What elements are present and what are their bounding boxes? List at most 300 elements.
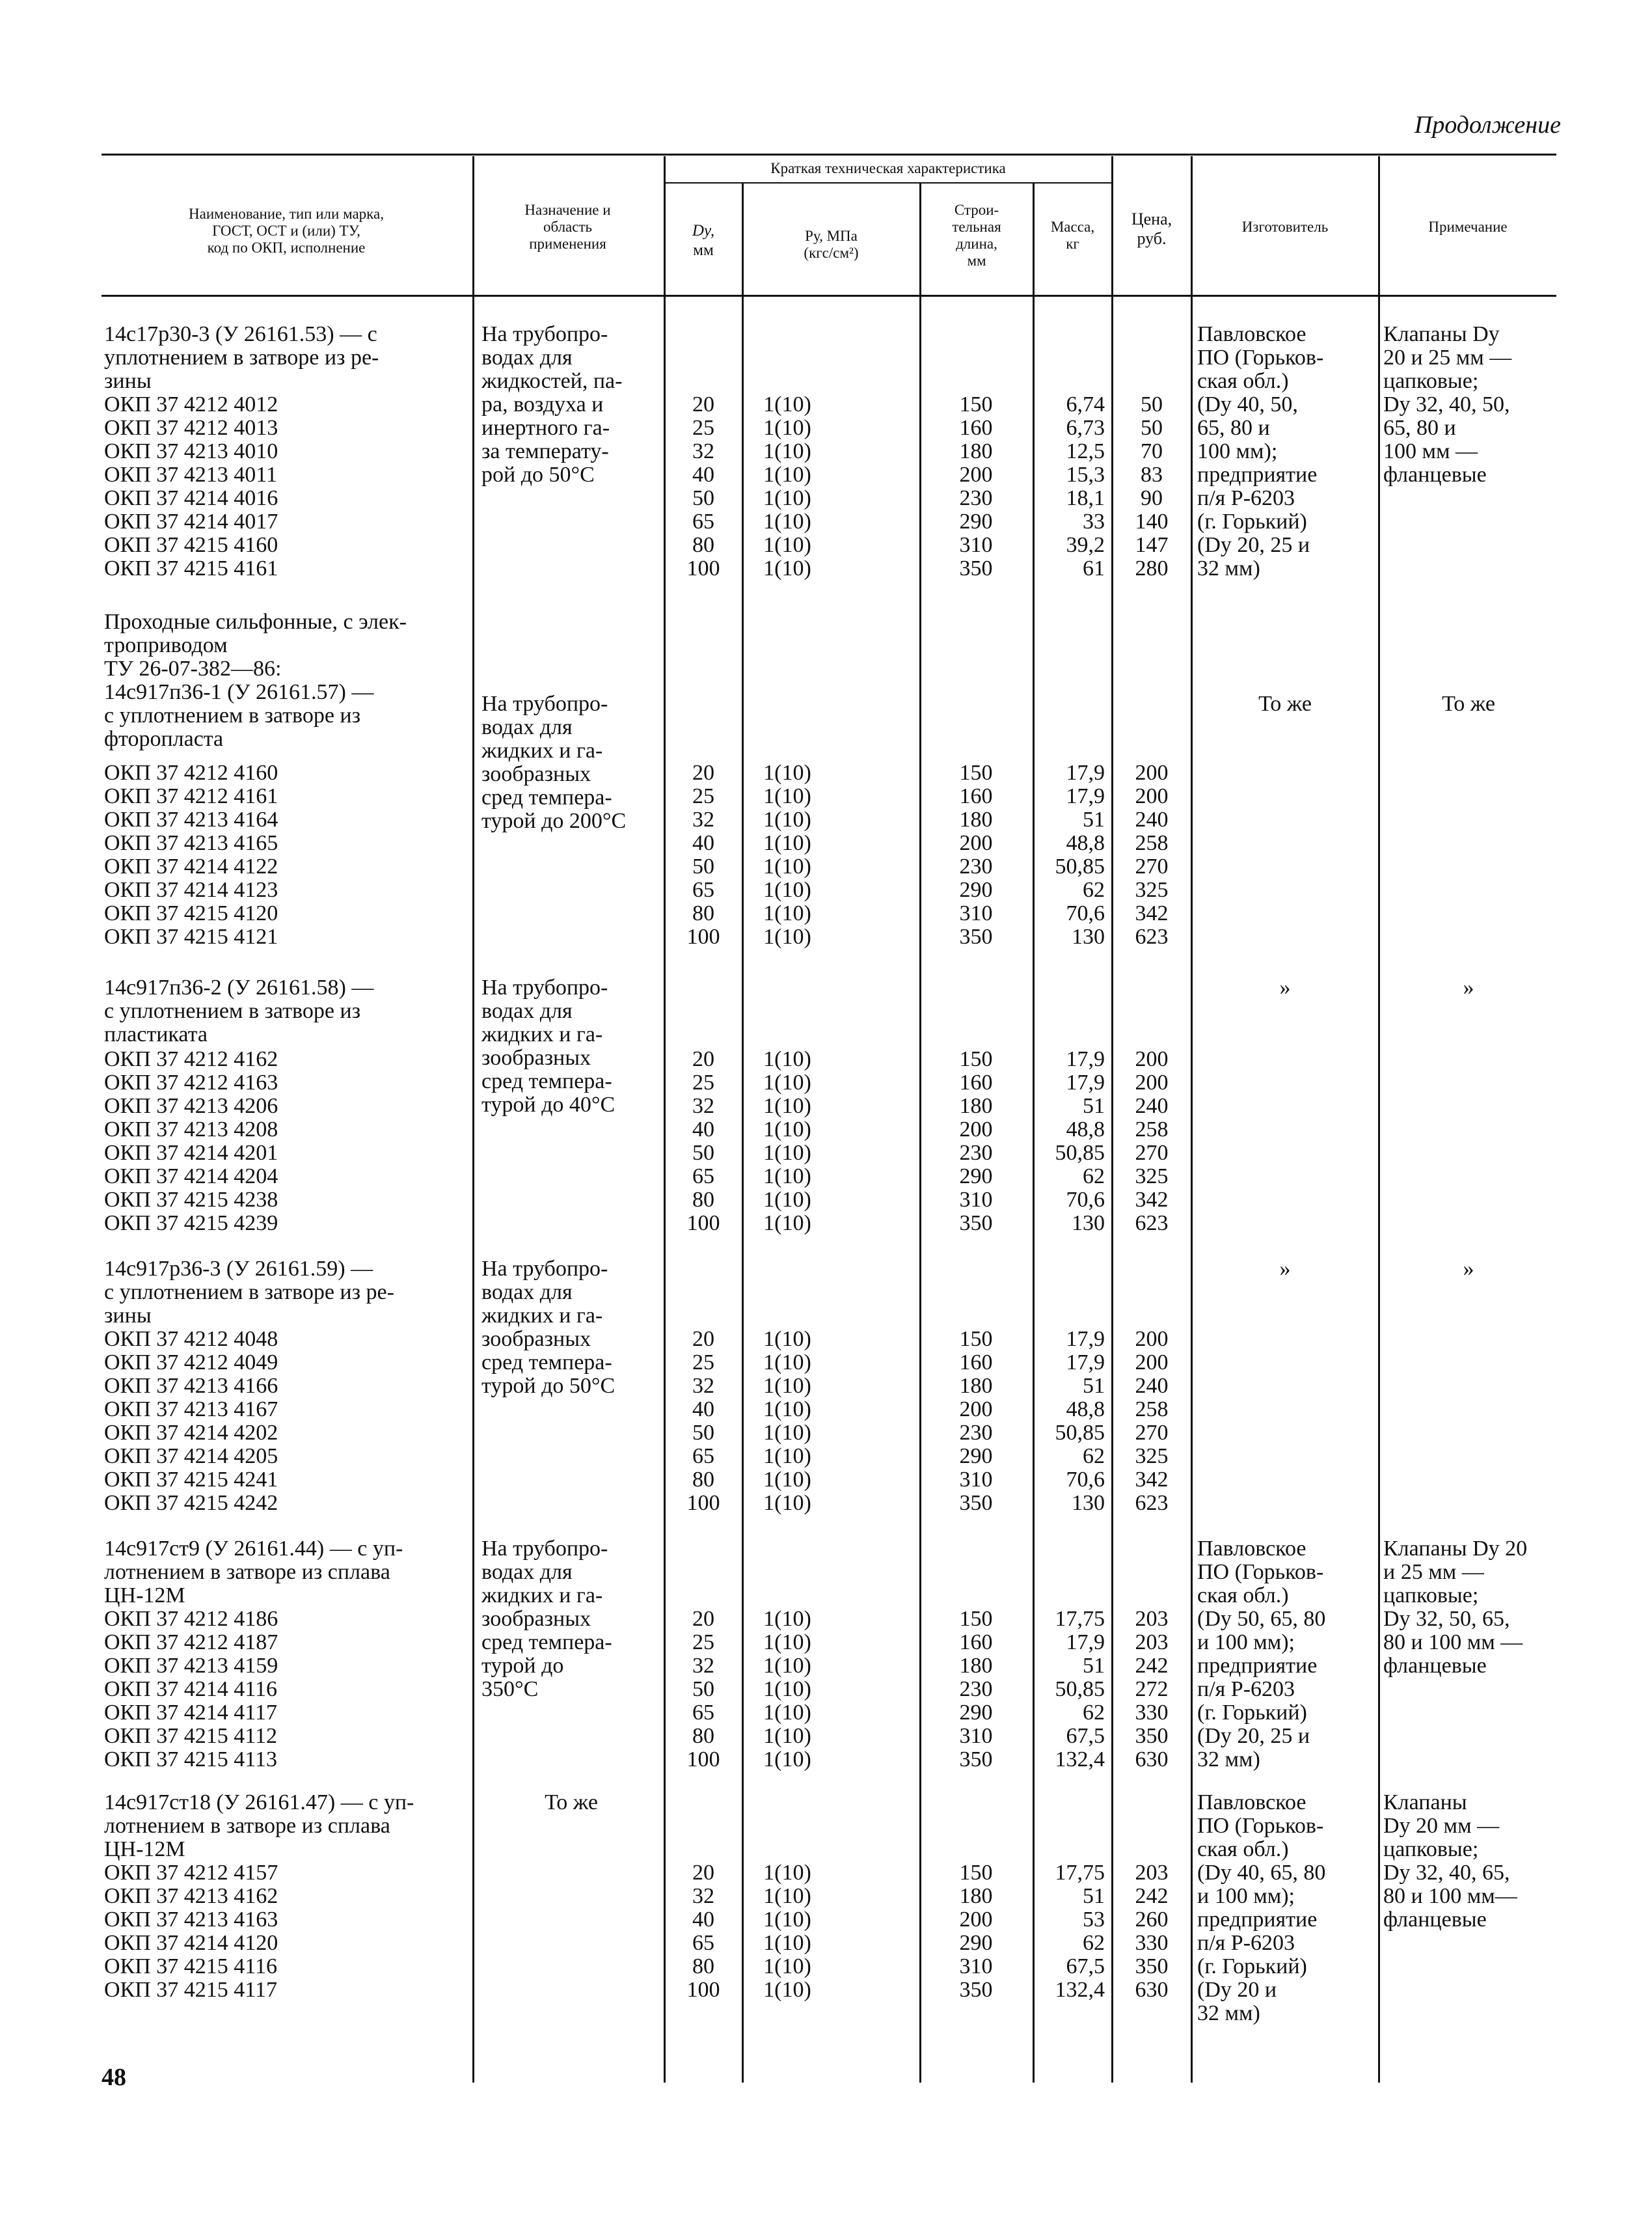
mass-value: 17,9 [1066,1350,1105,1374]
item-maker-line: п/я Р-6203 [1197,1931,1295,1955]
mass-value: 70,6 [1066,1188,1105,1212]
mass-value: 70,6 [1066,901,1105,925]
dy-value: 100 [686,1747,720,1771]
okp-code: ОКП 37 4212 4187 [104,1630,278,1654]
price-value: 200 [1135,761,1169,785]
price-value: 260 [1135,1908,1169,1932]
dy-value: 65 [692,1931,714,1955]
item-name-line: фторопласта [104,727,224,751]
py-value: 1(10) [763,1908,811,1932]
okp-code: ОКП 37 4213 4163 [104,1908,278,1932]
price-value: 50 [1141,392,1163,417]
py-value: 1(10) [763,463,811,487]
okp-code: ОКП 37 4212 4157 [104,1861,278,1885]
dy-value: 32 [692,439,714,463]
item-maker-line: п/я Р-6203 [1197,1677,1295,1701]
price-value: 50 [1141,416,1163,440]
price-value: 203 [1135,1861,1169,1885]
item-maker-line: Павловское [1197,1790,1307,1814]
item-name-line: зины [104,1304,152,1328]
header-text: Dу, [692,222,715,239]
item-note [1383,1257,1554,1281]
mass-value: 48,8 [1066,1397,1105,1421]
dy-value: 65 [692,1444,714,1468]
py-value: 1(10) [763,808,811,832]
dy-value: 100 [686,1491,720,1515]
item-note-line: цапковые; [1383,1583,1479,1607]
header-text: Масса, [1050,219,1095,235]
okp-code: ОКП 37 4213 4011 [104,463,278,487]
okp-code: ОКП 37 4215 4161 [104,556,278,581]
price-value: 350 [1135,1724,1169,1748]
item-note-line: То же [1442,692,1495,716]
py-value: 1(10) [763,1884,811,1908]
header-group-rule [664,182,1113,184]
item-note-line: » [1463,1257,1474,1281]
item-purpose-line: сред темпера- [481,1630,612,1654]
dy-value: 65 [692,878,714,902]
header-mass-col [1035,219,1110,253]
dy-value: 20 [692,761,714,785]
mass-value: 50,85 [1055,855,1105,879]
mass-value: 18,1 [1066,486,1105,510]
dy-value: 100 [686,925,720,949]
header-text: (кгс/см²) [804,245,859,261]
okp-code: ОКП 37 4213 4208 [104,1117,278,1142]
item-name [104,610,468,751]
price-value: 147 [1135,533,1169,557]
dy-value: 40 [692,1908,714,1932]
item-name [104,976,468,1046]
okp-code: ОКП 37 4213 4165 [104,831,278,855]
dy-value: 65 [692,1164,714,1188]
length-value: 150 [959,1047,993,1071]
mass-value: 62 [1083,1701,1105,1725]
dy-value: 50 [692,1141,714,1165]
item-note [1383,1791,1554,1932]
header-name-col [111,206,462,256]
py-value: 1(10) [763,855,811,879]
item-note [1383,976,1554,1000]
dy-value: 65 [692,510,714,534]
dy-value: 100 [686,1211,720,1235]
length-value: 310 [959,1954,993,1978]
dy-value: 40 [692,831,714,855]
length-value: 150 [959,761,993,785]
py-value: 1(10) [763,1071,811,1095]
dy-value: 20 [692,1327,714,1351]
item-name-line: 14с917ст9 (У 26161.44) — с уп- [104,1537,403,1561]
mass-value: 17,75 [1055,1861,1105,1885]
price-value: 258 [1135,1117,1169,1142]
price-value: 203 [1135,1630,1169,1654]
dy-value: 20 [692,1047,714,1071]
okp-code: ОКП 37 4213 4010 [104,439,278,463]
okp-code: ОКП 37 4214 4201 [104,1141,278,1165]
dy-value: 20 [692,392,714,417]
item-name-line: с уплотнением в затворе из [104,999,361,1023]
okp-code: ОКП 37 4212 4163 [104,1071,278,1095]
okp-code: ОКП 37 4212 4160 [104,761,278,785]
length-value: 160 [959,784,993,808]
py-value: 1(10) [763,510,811,534]
header-text: Цена, [1131,210,1172,228]
price-value: 200 [1135,1071,1169,1095]
length-value: 290 [959,1444,993,1468]
item-maker-line: ПО (Горьков- [1197,1560,1324,1584]
okp-code: ОКП 37 4214 4204 [104,1164,278,1188]
header-text: руб. [1137,229,1167,248]
header-purpose-col [478,202,657,253]
item-maker-line: (г. Горький) [1197,1954,1307,1978]
item-name-line: 14с917р36-3 (У 26161.59) — [104,1257,373,1281]
mass-value: 51 [1083,808,1105,832]
dy-value: 25 [692,1630,714,1654]
item-purpose-line: На трубопро- [481,1257,608,1281]
py-value: 1(10) [763,1607,811,1631]
okp-code: ОКП 37 4212 4049 [104,1350,278,1374]
page-number: 48 [102,2064,126,2091]
py-value: 1(10) [763,1677,811,1701]
py-value: 1(10) [763,1491,811,1515]
item-purpose [481,1537,661,1701]
py-value: 1(10) [763,1421,811,1445]
py-value: 1(10) [763,416,811,440]
mass-value: 51 [1083,1654,1105,1678]
item-purpose-line: турой до 50°С [481,1374,616,1398]
item-purpose-line: На трубопро- [481,322,608,346]
py-value: 1(10) [763,831,811,855]
item-note-line: Dу 32, 50, 65, [1383,1607,1510,1631]
dy-value: 50 [692,486,714,510]
dy-value: 80 [692,901,714,925]
item-purpose-line: На трубопро- [481,692,608,716]
length-value: 310 [959,1468,993,1492]
item-purpose-line: жидких и га- [481,1022,603,1046]
item-purpose-line: жидких и га- [481,1304,603,1328]
item-purpose [481,1257,661,1398]
item-maker-line: (Dу 20, 25 и [1197,533,1310,557]
mass-value: 17,75 [1055,1607,1105,1631]
okp-code: ОКП 37 4214 4122 [104,855,278,879]
mass-value: 61 [1083,556,1105,581]
dy-value: 20 [692,1861,714,1885]
mass-value: 17,9 [1066,1047,1105,1071]
header-py-col [745,228,917,262]
length-value: 350 [959,1978,993,2002]
mass-value: 62 [1083,878,1105,902]
item-purpose-line: жидких и га- [481,739,603,763]
length-value: 180 [959,439,993,463]
item-purpose [481,1791,661,1814]
item-maker-line: 65, 80 и [1197,416,1270,440]
item-maker-line: Павловское [1197,322,1307,346]
py-value: 1(10) [763,1747,811,1771]
item-purpose-line: На трубопро- [481,976,608,1000]
py-value: 1(10) [763,1468,811,1492]
okp-code: ОКП 37 4215 4116 [104,1954,278,1978]
item-maker-line: и 100 мм); [1197,1630,1295,1654]
col-divider-4 [919,184,921,2083]
py-value: 1(10) [763,1374,811,1398]
item-note-line: 80 и 100 мм — [1383,1630,1523,1654]
length-value: 150 [959,1607,993,1631]
header-maker-col: Изготовитель [1241,219,1329,235]
py-value: 1(10) [763,1630,811,1654]
price-value: 330 [1135,1931,1169,1955]
py-value: 1(10) [763,1954,811,1978]
mass-value: 12,5 [1066,439,1105,463]
length-value: 310 [959,1724,993,1748]
item-purpose-line: ра, воздуха и [481,392,604,417]
py-value: 1(10) [763,1444,811,1468]
py-value: 1(10) [763,1701,811,1725]
okp-code: ОКП 37 4215 4239 [104,1211,278,1235]
okp-code: ОКП 37 4215 4238 [104,1188,278,1212]
okp-code: ОКП 37 4213 4162 [104,1884,278,1908]
mass-value: 51 [1083,1884,1105,1908]
header-text: Наименование, тип или марка, [189,206,384,222]
price-value: 70 [1141,439,1163,463]
price-value: 342 [1135,1468,1169,1492]
item-purpose-line: зообразных [481,1046,591,1070]
dy-value: 80 [692,1468,714,1492]
header-group-title: Краткая техническая характеристика [770,160,1006,176]
length-value: 150 [959,1861,993,1885]
item-note-line: Клапаны Dу 20 [1383,1537,1528,1561]
col-divider-6 [1111,156,1113,2083]
header-bottom-rule [102,295,1556,297]
length-value: 200 [959,1908,993,1932]
okp-code: ОКП 37 4215 4241 [104,1468,278,1492]
price-value: 325 [1135,1444,1169,1468]
okp-code: ОКП 37 4213 4166 [104,1374,278,1398]
item-maker [1197,1537,1373,1771]
mass-value: 15,3 [1066,463,1105,487]
length-value: 230 [959,1421,993,1445]
py-value: 1(10) [763,1861,811,1885]
length-value: 200 [959,1117,993,1142]
col-divider-8 [1378,156,1380,2083]
item-note-line: Клапаны [1383,1790,1467,1814]
price-value: 83 [1141,463,1163,487]
okp-code: ОКП 37 4212 4161 [104,784,278,808]
okp-code: ОКП 37 4215 4121 [104,925,278,949]
okp-code: ОКП 37 4212 4186 [104,1607,278,1631]
mass-value: 6,74 [1066,392,1105,417]
price-value: 325 [1135,878,1169,902]
item-note-line: Dу 32, 40, 65, [1383,1861,1510,1885]
header-dy-col [666,221,740,260]
item-maker-line: ПО (Горьков- [1197,346,1324,370]
dy-value: 50 [692,1677,714,1701]
item-note [1383,692,1554,716]
length-value: 350 [959,1747,993,1771]
item-note-line: цапковые; [1383,369,1479,393]
price-value: 272 [1135,1677,1169,1701]
item-note-line: Клапаны Dу [1383,322,1500,346]
py-value: 1(10) [763,784,811,808]
okp-code: ОКП 37 4214 4202 [104,1421,278,1445]
item-maker-line: ПО (Горьков- [1197,1814,1324,1838]
mass-value: 17,9 [1066,1630,1105,1654]
dy-value: 65 [692,1701,714,1725]
okp-code: ОКП 37 4214 4123 [104,878,278,902]
mass-value: 67,5 [1066,1724,1105,1748]
item-note-line: фланцевые [1383,1908,1487,1932]
item-maker-line: (г. Горький) [1197,510,1307,534]
item-name-line: ЦН-12М [104,1583,185,1607]
item-purpose [481,323,661,487]
item-maker [1197,1257,1373,1281]
item-purpose-line: сред темпера- [481,1350,612,1374]
length-value: 160 [959,1350,993,1374]
item-note-line: » [1463,976,1474,1000]
price-value: 350 [1135,1954,1169,1978]
mass-value: 17,9 [1066,1071,1105,1095]
length-value: 350 [959,556,993,581]
dy-value: 20 [692,1607,714,1631]
item-maker-line: 100 мм); [1197,439,1278,463]
header-text: мм [967,253,986,269]
mass-value: 6,73 [1066,416,1105,440]
okp-code: ОКП 37 4215 4242 [104,1491,278,1515]
length-value: 180 [959,1884,993,1908]
length-value: 290 [959,510,993,534]
length-value: 290 [959,1701,993,1725]
header-text: область [543,219,593,235]
item-maker-line: предприятие [1197,463,1318,487]
length-value: 180 [959,1094,993,1118]
item-purpose-line: водах для [481,1280,573,1304]
item-purpose-line: рой до 50°С [481,463,595,487]
okp-code: ОКП 37 4212 4012 [104,392,278,417]
item-name-line: 14с917п36-2 (У 26161.58) — [104,976,374,1000]
mass-value: 50,85 [1055,1141,1105,1165]
item-note-line: 65, 80 и [1383,416,1456,440]
mass-value: 70,6 [1066,1468,1105,1492]
mass-value: 48,8 [1066,831,1105,855]
okp-code: ОКП 37 4215 4120 [104,901,278,925]
item-purpose [481,692,661,833]
length-value: 350 [959,925,993,949]
price-value: 240 [1135,808,1169,832]
price-value: 270 [1135,1421,1169,1445]
header-text: Pу, МПа [805,228,858,244]
dy-value: 80 [692,1188,714,1212]
mass-value: 17,9 [1066,784,1105,808]
item-maker [1197,692,1373,716]
py-value: 1(10) [763,1117,811,1142]
py-value: 1(10) [763,1931,811,1955]
item-note-line: цапковые; [1383,1837,1479,1861]
okp-code: ОКП 37 4214 4016 [104,486,278,510]
item-name-line: лотнением в затворе из сплава [104,1814,390,1838]
length-value: 310 [959,1188,993,1212]
item-maker-line: То же [1258,692,1312,716]
item-purpose-line: турой до 40°С [481,1093,616,1117]
item-maker-line: (Dу 40, 65, 80 [1197,1861,1326,1885]
length-value: 180 [959,1654,993,1678]
py-value: 1(10) [763,1978,811,2002]
okp-code: ОКП 37 4212 4013 [104,416,278,440]
dy-value: 50 [692,855,714,879]
py-value: 1(10) [763,1094,811,1118]
item-maker-line: 32 мм) [1197,1747,1260,1771]
item-name [104,323,468,393]
dy-value: 25 [692,1350,714,1374]
length-value: 350 [959,1491,993,1515]
mass-value: 17,9 [1066,1327,1105,1351]
dy-value: 32 [692,1094,714,1118]
okp-code: ОКП 37 4212 4162 [104,1047,278,1071]
price-value: 200 [1135,1327,1169,1351]
item-purpose-line: водах для [481,999,573,1023]
py-value: 1(10) [763,1047,811,1071]
py-value: 1(10) [763,439,811,463]
item-purpose-line: водах для [481,1560,573,1584]
py-value: 1(10) [763,486,811,510]
item-name-line: 14с917п36-1 (У 26161.57) — [104,680,374,704]
mass-value: 130 [1072,1211,1105,1235]
mass-value: 53 [1083,1908,1105,1932]
price-value: 325 [1135,1164,1169,1188]
mass-value: 132,4 [1055,1978,1105,2002]
mass-value: 39,2 [1066,533,1105,557]
header-text: длина, [956,236,997,252]
item-name-line: пластиката [104,1022,208,1046]
price-value: 630 [1135,1978,1169,2002]
length-value: 200 [959,831,993,855]
dy-value: 50 [692,1421,714,1445]
price-value: 140 [1135,510,1169,534]
dy-value: 40 [692,1117,714,1142]
price-value: 200 [1135,784,1169,808]
mass-value: 132,4 [1055,1747,1105,1771]
mass-value: 62 [1083,1444,1105,1468]
col-divider-1 [472,156,474,2083]
dy-value: 80 [692,533,714,557]
item-name-line: с уплотнением в затворе из ре- [104,1280,394,1304]
item-maker-line: (Dу 20, 25 и [1197,1724,1310,1748]
item-maker-line: предприятие [1197,1654,1318,1678]
py-value: 1(10) [763,1211,811,1235]
mass-value: 51 [1083,1374,1105,1398]
py-value: 1(10) [763,901,811,925]
dy-value: 80 [692,1724,714,1748]
price-value: 623 [1135,1491,1169,1515]
item-purpose-line: сред темпера- [481,786,612,810]
header-text: тельная [952,219,1001,235]
py-value: 1(10) [763,1397,811,1421]
item-name-line: Проходные сильфонные, с элек- [104,610,407,634]
col-divider-3 [742,184,744,2083]
okp-code: ОКП 37 4213 4159 [104,1654,278,1678]
okp-code: ОКП 37 4215 4113 [104,1747,278,1771]
item-purpose-line: зообразных [481,762,591,786]
item-note-line: Dу 32, 40, 50, [1383,392,1510,417]
py-value: 1(10) [763,925,811,949]
price-value: 630 [1135,1747,1169,1771]
item-name [104,1537,468,1607]
py-value: 1(10) [763,533,811,557]
header-text: применения [529,236,606,252]
mass-value: 48,8 [1066,1117,1105,1142]
item-name-line: зины [104,369,152,393]
mass-value: 62 [1083,1164,1105,1188]
okp-code: ОКП 37 4214 4117 [104,1701,278,1725]
header-text: кг [1066,236,1079,252]
